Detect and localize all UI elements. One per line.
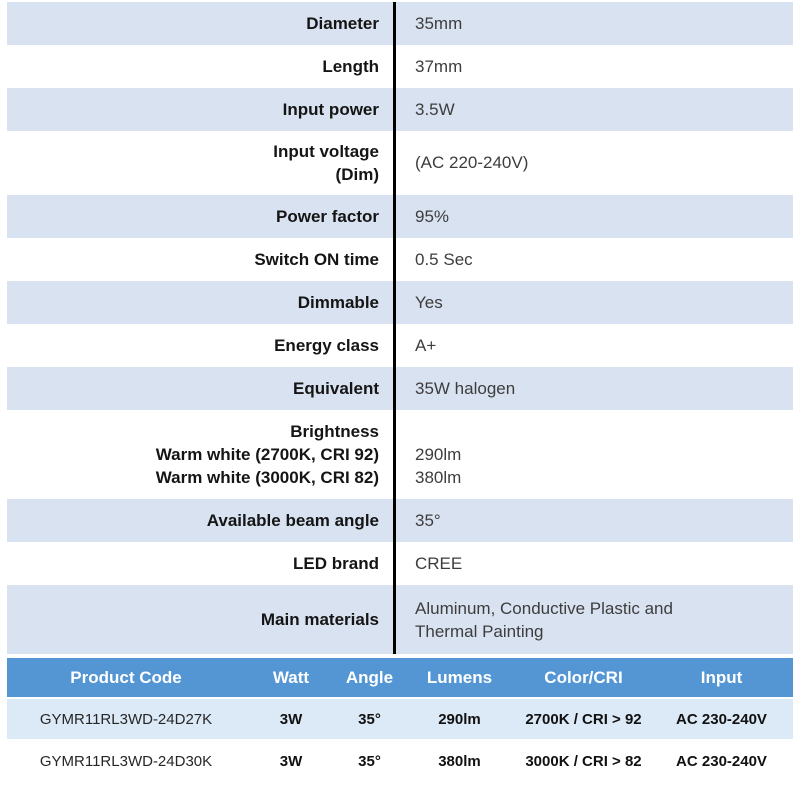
spec-label-power-factor <box>7 195 393 238</box>
cell-product-code: GYMR11RL3WD-24D30K <box>39 753 213 770</box>
value-text-line2: Thermal Painting <box>415 621 544 641</box>
value-text-line1 <box>415 420 793 443</box>
spec-label-main-materials <box>7 585 393 654</box>
spec-value-power-factor <box>393 195 793 238</box>
cell-product-code: GYMR11RL3WD-24D27K <box>39 710 213 728</box>
label-text-line3: Warm white (3000K, CRI 82) <box>155 468 379 487</box>
label-text: Switch ON time <box>254 249 379 269</box>
spec-row-led-brand <box>7 542 793 585</box>
spec-value-length <box>393 45 793 88</box>
spec-value-equivalent <box>393 367 793 410</box>
value-text: Yes <box>415 292 443 312</box>
spec-row-equivalent <box>7 367 793 410</box>
value-text: 35W halogen <box>415 378 516 398</box>
spec-value-input-voltage <box>393 131 793 195</box>
spec-label-energy-class <box>7 324 393 367</box>
spec-label-led-brand <box>7 542 393 585</box>
header-input: Input <box>700 667 743 687</box>
product-table-header <box>7 658 793 697</box>
header-lumens: Lumens <box>426 667 493 687</box>
spec-value-diameter <box>393 2 793 45</box>
label-text: Dimmable <box>297 292 379 312</box>
spec-label-length <box>7 45 393 88</box>
spec-row-dimmable <box>7 281 793 324</box>
spec-value-dimmable <box>393 281 793 324</box>
spec-value-brightness <box>393 410 793 499</box>
spec-label-brightness <box>7 410 393 499</box>
product-row-2 <box>7 739 793 784</box>
label-text-line2: (Dim) <box>335 165 379 184</box>
value-text-line1: Aluminum, Conductive Plastic and <box>415 598 673 618</box>
value-text-line3: 380lm <box>415 468 462 487</box>
spec-row-diameter <box>7 2 793 45</box>
label-text-line2: Warm white (2700K, CRI 92) <box>155 445 379 464</box>
spec-value-energy-class <box>393 324 793 367</box>
cell-angle: 35° <box>358 753 381 770</box>
cell-color-cri: 2700K / CRI > 92 <box>525 710 642 728</box>
cell-watt: 3W <box>279 753 303 770</box>
label-text: Input power <box>282 99 379 119</box>
spec-label-dimmable <box>7 281 393 324</box>
value-text-line2: 290lm <box>415 445 462 464</box>
label-text: Power factor <box>276 206 379 226</box>
product-row-1 <box>7 699 793 739</box>
header-color-cri: Color/CRI <box>544 667 623 687</box>
label-text: Main materials <box>260 609 379 629</box>
value-text: 37mm <box>415 56 463 76</box>
cell-lumens: 290lm <box>438 710 481 728</box>
label-text: Length <box>322 56 379 76</box>
spec-row-energy-class <box>7 324 793 367</box>
spec-row-main-materials <box>7 585 793 654</box>
value-text: 95% <box>415 206 450 226</box>
spec-row-brightness <box>7 410 793 499</box>
spec-label-equivalent <box>7 367 393 410</box>
label-text: Available beam angle <box>206 510 379 530</box>
spec-row-input-power <box>7 88 793 131</box>
spec-row-beam-angle <box>7 499 793 542</box>
label-text: Energy class <box>274 335 379 355</box>
spec-row-switch-on-time <box>7 238 793 281</box>
header-watt: Watt <box>272 667 310 687</box>
value-text: 35mm <box>415 13 463 33</box>
label-text-line1: Brightness <box>290 422 379 441</box>
spec-value-led-brand <box>393 542 793 585</box>
spec-row-power-factor <box>7 195 793 238</box>
cell-watt: 3W <box>279 710 303 728</box>
value-text: CREE <box>415 553 463 573</box>
spec-row-length <box>7 45 793 88</box>
value-text: 0.5 Sec <box>415 249 473 269</box>
label-text-line1: Input voltage <box>273 142 379 161</box>
spec-label-input-power <box>7 88 393 131</box>
spec-label-switch-on-time <box>7 238 393 281</box>
label-text: Diameter <box>306 13 379 33</box>
spec-table <box>7 2 793 654</box>
spec-row-input-voltage <box>7 131 793 195</box>
spec-label-input-voltage <box>7 131 393 195</box>
label-text: Equivalent <box>293 378 379 398</box>
spec-value-main-materials <box>393 585 793 654</box>
cell-angle: 35° <box>358 710 381 728</box>
spec-label-beam-angle <box>7 499 393 542</box>
cell-input: AC 230-240V <box>676 753 767 770</box>
cell-color-cri: 3000K / CRI > 82 <box>525 753 642 770</box>
spec-value-input-power <box>393 88 793 131</box>
header-angle: Angle <box>345 667 394 687</box>
spec-label-diameter <box>7 2 393 45</box>
cell-lumens: 380lm <box>438 753 481 770</box>
value-text: A+ <box>415 335 437 355</box>
value-text: (AC 220-240V) <box>415 153 529 172</box>
spec-value-beam-angle <box>393 499 793 542</box>
product-table <box>7 658 793 784</box>
header-product-code: Product Code <box>70 667 182 687</box>
value-text: 35° <box>415 510 441 530</box>
label-text: LED brand <box>293 553 379 573</box>
spec-value-switch-on-time <box>393 238 793 281</box>
value-text: 3.5W <box>415 99 455 119</box>
cell-input: AC 230-240V <box>676 710 767 728</box>
